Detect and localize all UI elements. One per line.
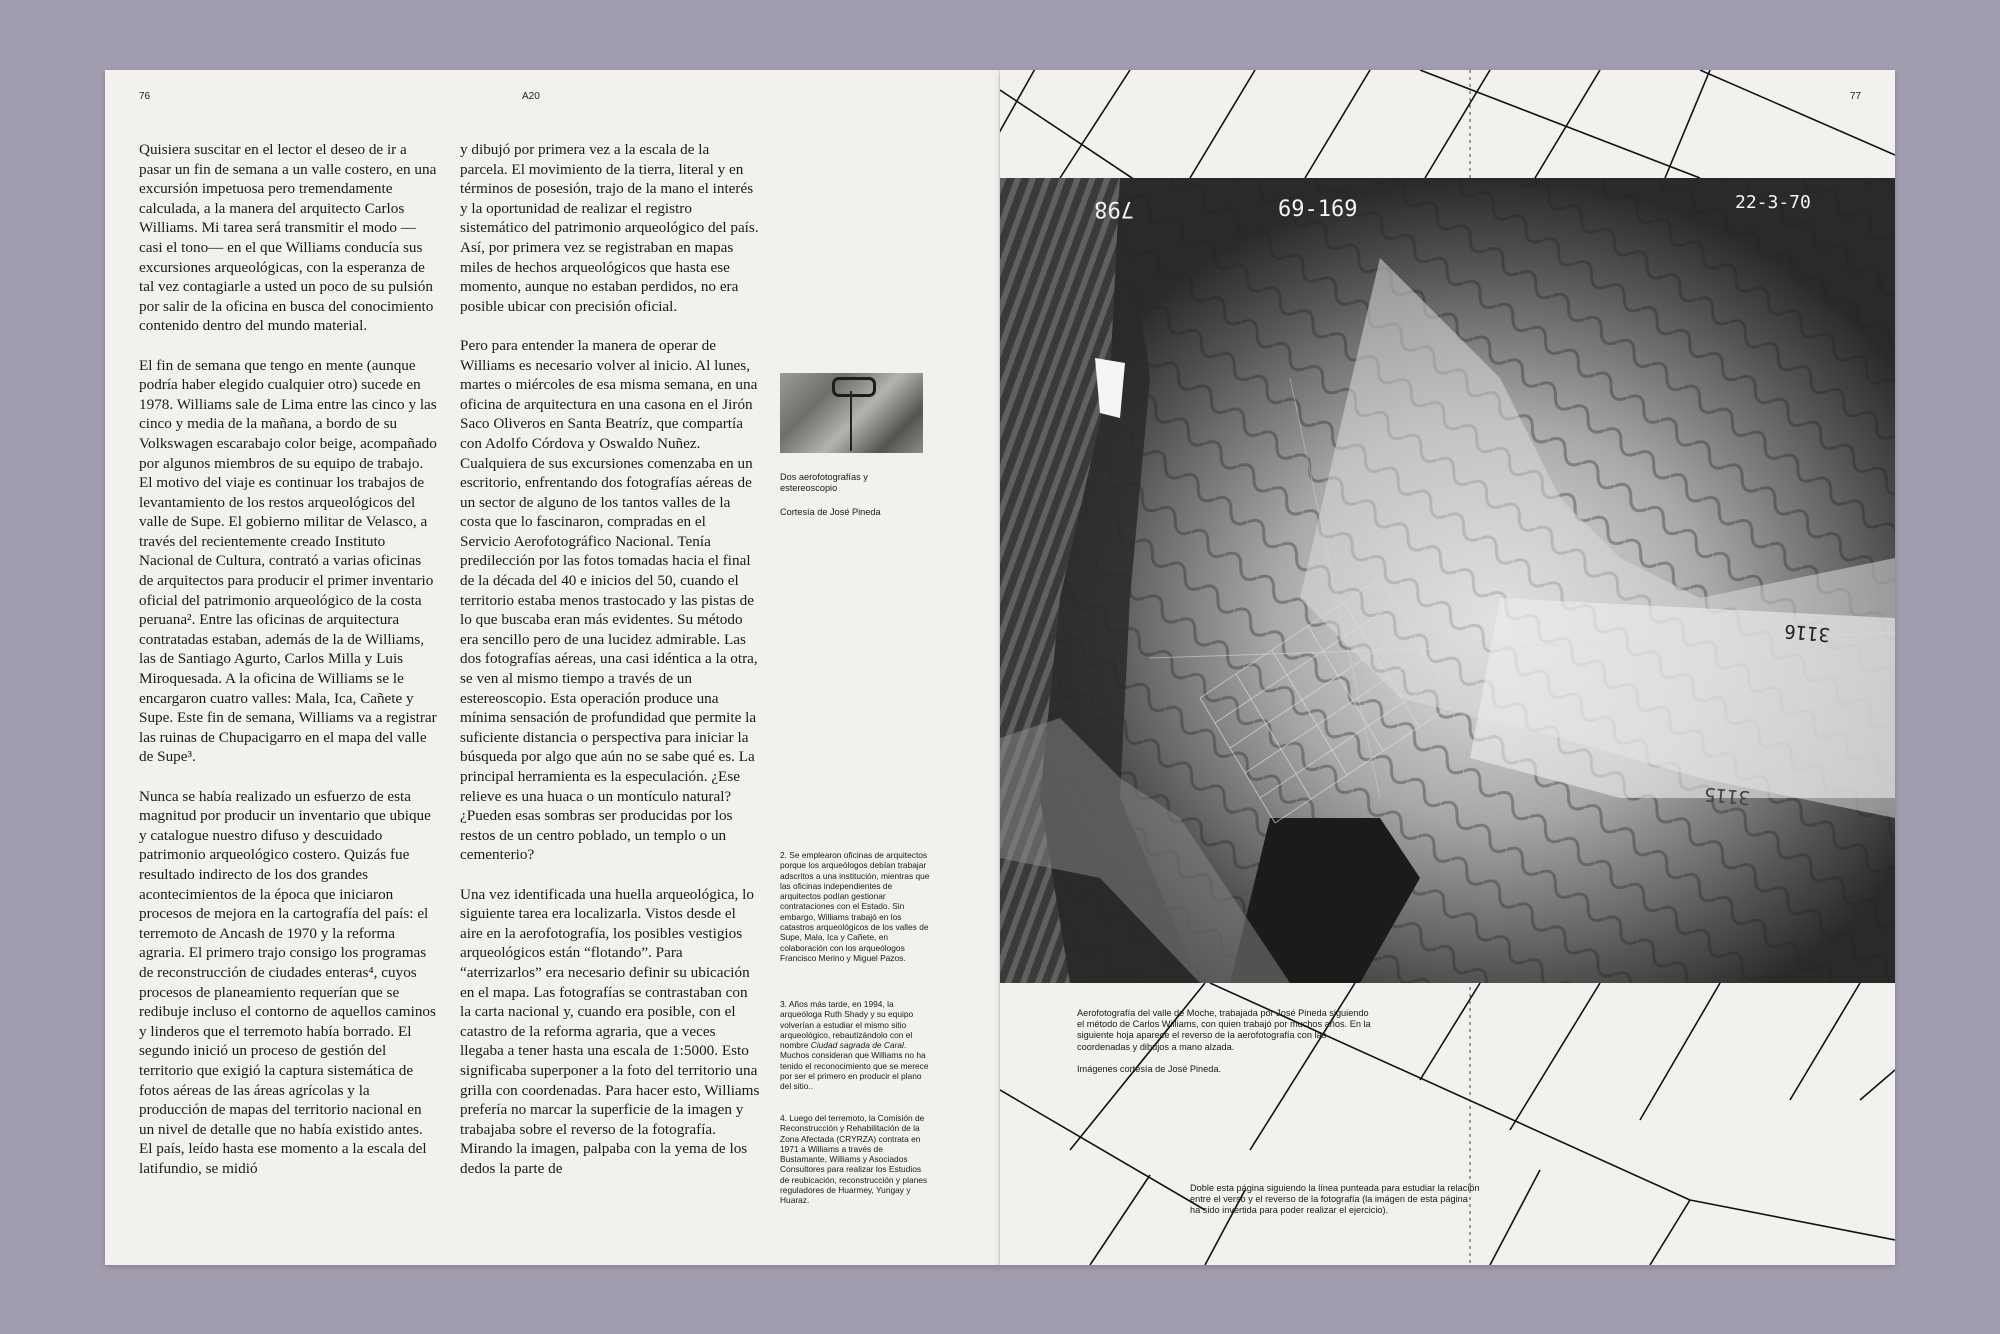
caption-title: Dos aerofotografías y estereoscopio <box>780 472 868 494</box>
photo-caption <box>780 472 920 519</box>
footnote-4: 4. Luego del terremoto, la Comisión de Reconstrucción y Rehabilitación de la Zona Afectada (CRYRZA) contrata en 1971 a Williams a través de Bustamante, Williams y Asociados Consultores para realizar los Estudios de reubicación, reconstrucción y planes reguladores de Huarmey, Yungay y Huaraz. <box>780 1113 928 1206</box>
right-page <box>1000 70 1895 1265</box>
paragraph: Nunca se había realizado un esfuerzo de esta magnitud por producir un inventario que ubique y catalogue nuestro difuso y descuidado patrimonio arqueológico costero. Quizás fue resultado indirecto de los dos grandes acontecimientos de la época que iniciaron procesos de mejora en la cartografía del país: el terremoto de Ancash de 1970 y la reforma agraria. El primero trajo consigo los programas de reconstrucción de ciudades enteras⁴, cuyos procesos de planeamiento requerían que se redibuje incluso el contorno de aquellos caminos y linderos que el terremoto había borrado. El segundo inició un proceso de gestión del territorio que exigió la captura sistemática de fotos aéreas de las áreas agrícolas y la producción de mapas del territorio nacional en un nivel de detalle que no había existido antes. El país, leído hasta ese momento a la escala del latifundio, se midió <box>139 787 436 1177</box>
caption-credit: Cortesía de José Pineda <box>780 507 881 518</box>
text-column-1 <box>139 140 439 1198</box>
aerial-terrain-image <box>1000 178 1895 983</box>
page-number-right: 77 <box>1850 91 1862 102</box>
photo-mark-side-2: 3115 <box>1703 782 1751 809</box>
aerial-caption-text: Aerofotografía del valle de Moche, trabajada por José Pineda siguiendo el método de Carlos Williams, con quien trabajó por muchos años. En la siguiente hoja aparece el reverso de la aerofotografía con las coordenadas y dibujos a mano alzada. <box>1077 1008 1371 1052</box>
paragraph: Una vez identificada una huella arqueológica, lo siguiente tarea era localizarla. Vistos desde el aire en la aerofotografía, los posibles vestigios arqueológicos están “flotando”. Para “aterrizarlos” era necesario definir su ubicación en el mapa. Las fotografías se contrastaban con la carta nacional y, cuando era posible, con el catastro de la reforma agraria, que a veces llegaba a tener hasta una escala de 1:5000. Esto significaba superponer a la foto del territorio una grilla con coordenadas. Para hacer esto, Williams prefería no marcar la superficie de la imagen y trabajaba sobre el reverso de la fotografía. Mirando la imagen, palpaba con la yema de los dedos la parte de <box>460 885 760 1177</box>
aerial-caption-credit: Imágenes cortesía de José Pineda. <box>1077 1063 1222 1074</box>
paragraph: Pero para entender la manera de operar de Williams es necesario volver al inicio. Al lunes, martes o miércoles de esa misma semana, en una oficina de arquitectura en una casona en el Jirón Saco Oliveros en Santa Beatríz, que compartía con Adolfo Córdova y Oswaldo Nuñez. Cualquiera de sus excursiones comenzaba en un escritorio, enfrentando dos fotografías aéreas de un sector de alguno de los tantos valles de la costa que lo fascinaron, compradas en el Servicio Aerofotográfico Nacional. Tenía predilección por las fotos tomadas hacia el final de la década del 40 e inicios del 50, cuando el territorio estaba menos trastocado y las pistas de lo que buscaba eran más evidentes. Su método era sencillo pero de una lucidez admirable. Las dos fotografías aéreas, una casi idéntica a la otra, se ven al mismo tiempo a través de un estereoscopio. Esta operación produce una mínima sensación de profundidad que permite la suficiente distancia o perspectiva para iniciar la búsqueda por algo que aún no se sabe qué es. La principal herramienta es la especulación. ¿Ese relieve es una huaca o un montículo natural? ¿Pueden esas sombras ser producidas por los restos de un centro poblado, un templo o un cementerio? <box>460 336 758 864</box>
footnote-3: 3. Años más tarde, en 1994, la arqueóloga Ruth Shady y su equipo volverían a estudiar el mismo sitio arqueológico, rebautizándolo con el nombre Ciudad sagrada de Caral. Muchos consideran que Williams no ha tenido el reconocimiento que se merece por ser el primero en producir el plano del sitio.. <box>780 999 929 1092</box>
photo-mark-center: 69-169 <box>1278 197 1358 222</box>
photo-mark-date: 22-3-70 <box>1735 192 1811 213</box>
page-number-left: 76 <box>139 91 151 102</box>
fold-instructions: Doble esta página siguiendo la línea punteada para estudiar la relación entre el verso y el reverso de la fotografía (la imágen de esta página ha sido invertida para poder realizar el ejercicio). <box>1190 1183 1480 1216</box>
paragraph: Quisiera suscitar en el lector el deseo de ir a pasar un fin de semana a un valle costero, en una excursión impetuosa pero tremendamente calculada, a la manera del arquitecto Carlos Williams. Mi tarea será transmitir el modo —casi el tono— en el que Williams conducía sus excursiones arqueológicas, con la esperanza de tal vez contagiarle a usted un poco de su pulsión por salir de la oficina en busca del conocimiento contenido dentro del mundo material. <box>139 141 437 335</box>
left-page <box>105 70 999 1265</box>
text-column-2 <box>460 140 760 1198</box>
aerial-caption <box>1077 1008 1377 1075</box>
paragraph: y dibujó por primera vez a la escala de la parcela. El movimiento de la tierra, literal y en términos de posesión, trajo de la mano el interés y la oportunidad de realizar el registro sistemático del patrimonio arqueológico del país. Así, por primera vez se registraban en mapas miles de hechos arqueológicos que hasta ese momento, aunque no estaban perdidos, no era posible ubicar con precisión oficial. <box>460 141 759 315</box>
stereoscope-icon <box>832 377 876 397</box>
aerial-photograph <box>1000 178 1895 983</box>
paragraph: El fin de semana que tengo en mente (aunque podría haber elegido cualquier otro) sucede en 1978. Williams sale de Lima entre las cinco y las cinco y media de la mañana, a bordo de su Volkswagen escarabajo color beige, acompañado por algunos miembros de su equipo de trabajo. El motivo del viaje es continuar los trabajos de levantamiento de los restos arqueológicos del valle de Supe. El gobierno militar de Velasco, a través del recientemente creado Instituto Nacional de Cultura, contrató a varias oficinas de arquitectos para producir el primer inventario oficial del patrimonio arqueológico de la costa peruana². Entre las oficinas de arquitectura contratadas estaban, además de la de Williams, las de Santiago Agurto, Carlos Milla y Luis Miroquesada. A la oficina de Williams se le encargaron cuatro valles: Mala, Ica, Cañete y Supe. Este fin de semana, Williams va a registrar las ruinas de Chupacigarro en el mapa del valle de Supe³. <box>139 356 437 766</box>
photo-mark-side-1: 3116 <box>1783 619 1831 646</box>
photo-mark-left: 798 <box>1094 196 1134 221</box>
footnote-2: 2. Se emplearon oficinas de arquitectos porque los arqueólogos debían trabajar adscritos a una institución, mientras que las oficinas independientes de arquitectos podían gestionar contrataciones con el Estado. Sin embargo, Williams trabajó en los catastros arqueológicos de los valles de Supe, Mala, Ica y Cañete, en colaboración con los arqueólogos Francisco Merino y Miguel Pazos. <box>780 850 930 963</box>
stereoscope-photo <box>780 373 923 453</box>
running-header: A20 <box>522 91 540 102</box>
